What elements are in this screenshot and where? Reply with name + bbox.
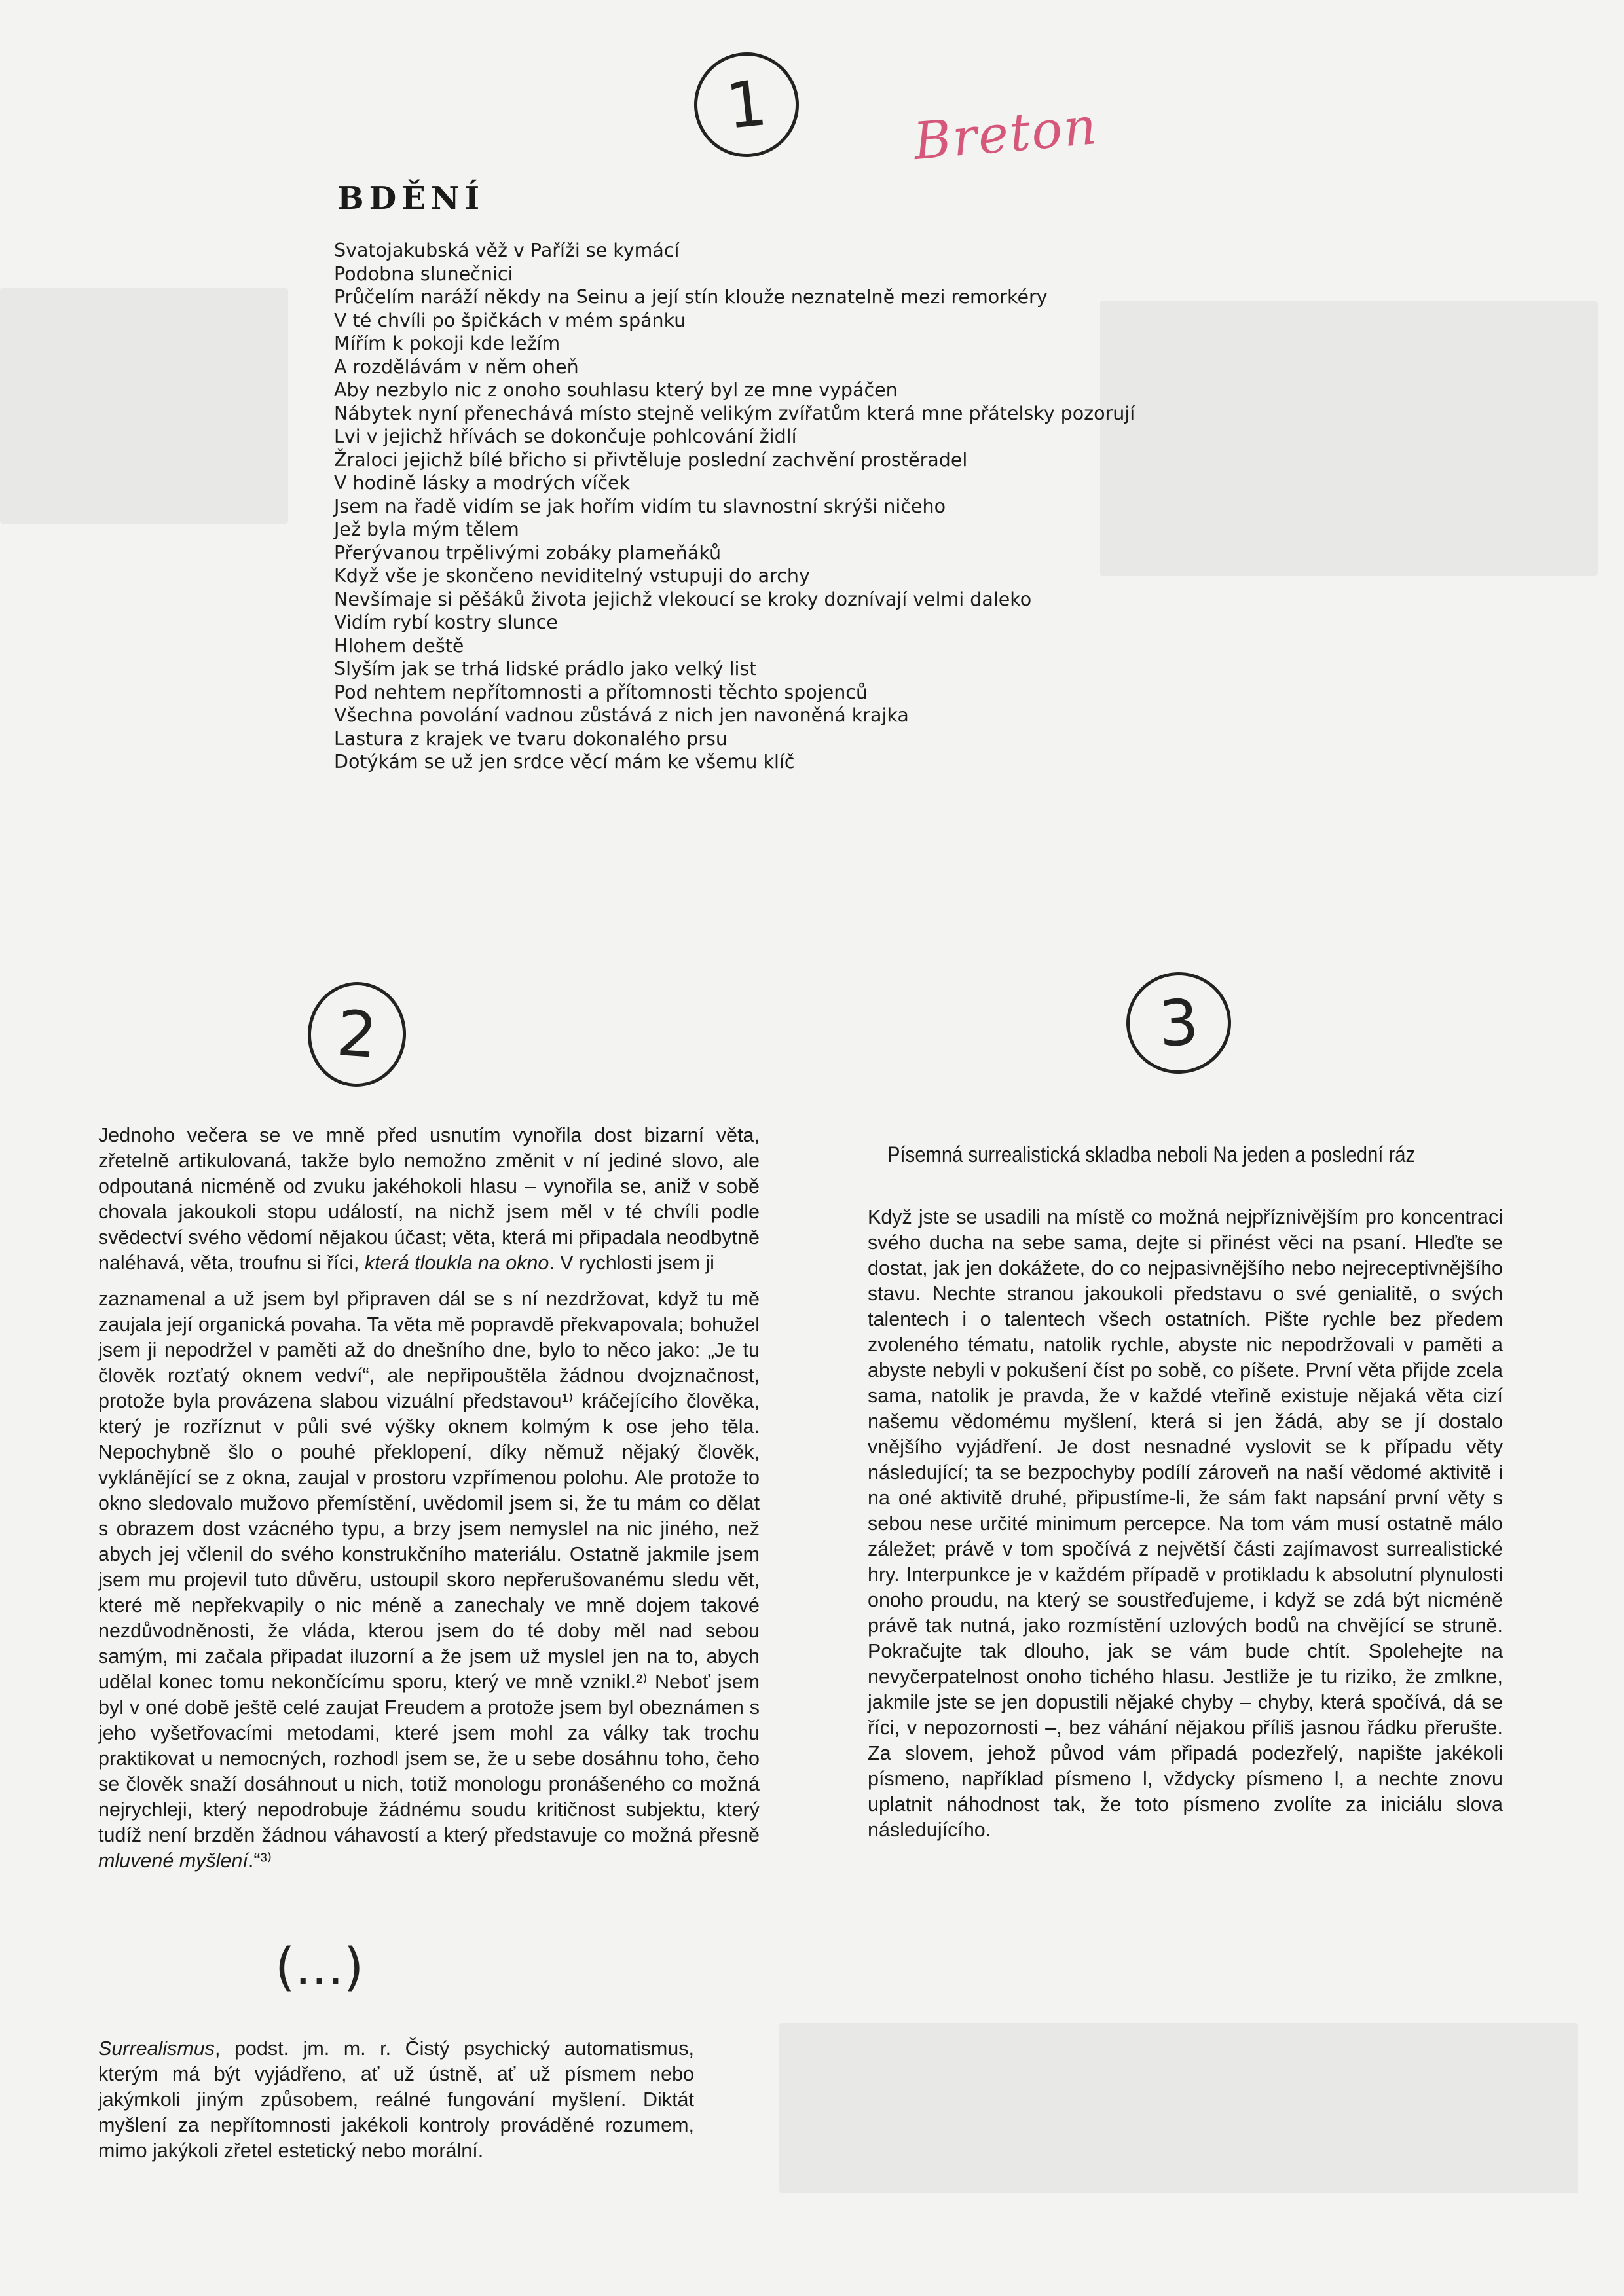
poem-line: Průčelím naráží někdy na Seinu a její stín klouže neznatelně mezi remorkéry	[334, 286, 1048, 308]
poem-line: Dotýkám se už jen srdce věcí mám ke všemu klíč	[334, 751, 795, 773]
poem-line: Mířím k pokoji kde ležím	[334, 333, 561, 354]
bleed-through-shade	[0, 288, 288, 524]
poem-line: Přerývanou trpělivými zobáky plameňáků	[334, 541, 722, 564]
circled-number-1: 1	[689, 47, 804, 162]
handwritten-omission-mark: (...)	[275, 1938, 364, 1997]
poem-line: Svatojakubská věž v Paříži se kymácí	[334, 240, 680, 261]
poem-line: Aby nezbylo nic z onoho souhlasu který byl ze mne vypáčen	[334, 379, 898, 401]
left-paragraph-1: Jednoho večera se ve mně před usnutím vynořila dost bizarní věta, zřetelně artikulovaná, takže bylo nemožno změnit v ní jediné slovo, ale odpoutaná nicméně od zvuku jakéhokoli hlasu – vynořila se, aniž v sobě chovala jakoukoli stopu událostí, na nichž jsem měl v té chvíli podle svědectví svého vědomí nějakou účast; věta, která mi připadala neodbytně naléhavá, věta, troufnu si říci, která tloukla na okno. V rychlosti jsem ji	[98, 1124, 760, 1274]
left-column-text	[98, 1123, 760, 1874]
surrealism-definition	[98, 2036, 694, 2164]
poem-line: Nábytek nyní přenechává místo stejně velikým zvířatům která mne přátelsky pozorují	[334, 402, 1135, 424]
poem-line: V té chvíli po špičkách v mém spánku	[334, 309, 686, 331]
poem-lines	[334, 239, 1135, 774]
poem-title: BDĚNÍ	[337, 180, 485, 217]
poem-line: Žraloci jejichž bílé břicho si přivtěluje poslední zachvění prostěradel	[334, 448, 968, 471]
poem-line: Hlohem deště	[334, 634, 464, 657]
poem-line: Když vše je skončeno neviditelný vstupuji do archy	[334, 565, 810, 587]
bleed-through-shade	[779, 2023, 1578, 2193]
poem-line: Slyším jak se trhá lidské prádlo jako velký list	[334, 658, 757, 680]
poem-line: Vidím rybí kostry slunce	[334, 611, 558, 633]
right-column-text	[868, 1205, 1503, 1843]
right-paragraph: Když jste se usadili na místě co možná nejpříznivějším pro koncentraci svého ducha na sebe sama, dejte si přinést věci na psaní. Hleďte se dostat, jak jen dokážete, do co nejpasivnějšího nebo nejreceptivnějšího stavu. Nechte stranou jakoukoli představu o své genialitě, o svých talentech i o talentech všech ostatních. Pište rychle bez předem zvoleného tématu, natolik rychle, abyste nic nepodržovali v paměti a abyste nebyli v pokušení číst po sobě, co píšete. První věta přijde zcela sama, natolik je pravda, že v každé vteřině existuje nějaká věta cizí našemu vědomému myšlení, která si jen žádá, aby se jí dostalo vnějšího vyjádření. Je dost nesnadné vyslovit se k případu věty následující; ta se bezpochyby podílí zároveň na naší vědomé aktivitě i na oné aktivitě druhé, připustíme-li, že sám fakt napsání první věty s sebou nese určité minimum percepce. Na tom vám musí ostatně málo záležet; právě v tom spočívá z největší části zajímavost surrealistické hry. Interpunkce je v každém případě v protikladu k absolutní plynulosti onoho proudu, na který se soustřeďujeme, i když se zdá být nicméně právě tak nutná, jako rozmístění uzlových bodů na chvějící se struně. Pokračujte tak dlouho, jak se vám bude chtít. Spolehejte na nevyčerpatelnost onoho tichého hlasu. Jestliže je tu riziko, že zmlkne, jakmile jste se jen dopustili nějaké chyby – chyby, která spočívá, dá se říci, v nepozornosti –, bez váhání nějakou příliš jasnou řádku přerušte. Za slovem, jehož původ vám připadá podezřelý, napište jakékoli písmeno, například písmeno l, vždycky písmeno l, a nechte znovu uplatnit náhodnost tak, že toto písmeno zvolíte za iniciálu slova následujícího.	[868, 1206, 1503, 1841]
right-column-title: Písemná surrealistická skladba neboli Na jeden a poslední ráz	[887, 1142, 1416, 1167]
poem-line: Lvi v jejichž hřívách se dokončuje pohlcování židlí	[334, 426, 797, 447]
poem-line: Všechna povolání vadnou zůstává z nich jen navoněná krajka	[334, 704, 909, 726]
poem-line: Jež byla mým tělem	[334, 519, 519, 540]
poem-line: V hodině lásky a modrých víček	[334, 472, 631, 494]
handwritten-author-note: Breton	[911, 96, 1100, 172]
poem-line: Pod nehtem nepřítomnosti a přítomnosti těchto spojenců	[334, 681, 868, 703]
definition-term: Surrealismus	[98, 2037, 215, 2060]
bleed-through-shade	[1100, 301, 1598, 576]
poem-line: Lastura z krajek ve tvaru dokonalého prsu	[334, 727, 728, 750]
poem-line: Jsem na řadě vidím se jak hořím vidím tu slavnostní skrýši ničeho	[334, 495, 946, 517]
poem-line: Nevšímaje si pěšáků života jejichž vlekoucí se kroky doznívají velmi daleko	[334, 588, 1032, 610]
circled-number-2: 2	[304, 979, 410, 1090]
definition-text: , podst. jm. m. r. Čistý psychický automatismus, kterým má být vyjádřeno, ať už ústně, ať už písmem nebo jakýmkoli jiným způsobem, reálné fungování myšlení. Diktát myšlení za nepřítomnosti jakékoli kontroly prováděné rozumem, mimo jakýkoli zřetel estetický nebo morální.	[98, 2037, 694, 2162]
poem-line: A rozdělávám v něm oheň	[334, 355, 579, 378]
poem-line: Podobna slunečnici	[334, 263, 513, 285]
left-paragraph-2: zaznamenal a už jsem byl připraven dál se s ní nezdržovat, když tu mě zaujala její organická povaha. Ta věta mě popravdě překvapovala; bohužel jsem ji nepodržel v paměti až do dnešního dne, bylo to něco jako: „Je tu člověk rozťatý oknem vedví“, ale nepřipouštěla žádnou dvojznačnost, protože byla provázena slabou vizuální představou¹⁾ kráčejícího člověka, který je rozříznut v půli své výšky oknem kolmým k ose jeho těla. Nepochybně šlo o pouhé překlopení, díky němuž nějaký člověk, vyklánějící se z okna, zaujal v prostoru vzpřímenou polohu. Ale protože to okno sledovalo mužovo přemístění, uvědomil jsem si, že tu mám co dělat s obrazem dost vzácného typu, a brzy jsem nemyslel na nic jiného, než abych jej včlenil do svého konstrukčního materiálu. Ostatně jakmile jsem jsem mu projevil tuto důvěru, ustoupil skoro nepřerušovanému sledu vět, které mě nepřekvapily o nic méně a zanechaly ve mně dojem takové nezdůvodněnosti, že vláda, kterou jsem do té doby měl nad sebou samým, mi začala připadat iluzorní a že jsem už myslel jen na to, abych udělal konec tomu nekončícímu sporu, který ve mně vznikl.²⁾ Neboť jsem byl v oné době ještě celé zaujat Freudem a protože jsem byl obeznámen s jeho vyšetřovacími metodami, které jsem mohl za války tak trochu praktikovat u nemocných, rozhodl jsem se, že u sebe dosáhnu toho, čeho se člověk snaží dosáhnout u nich, totiž monologu pronášeného co možná nejrychleji, který nepodrobuje žádnému soudu kritičnost subjektu, který tudíž není brzděn žádnou váhavostí a který představuje co možná přesně mluvené myšlení.“³⁾	[98, 1288, 760, 1872]
circled-number-3: 3	[1124, 970, 1234, 1076]
